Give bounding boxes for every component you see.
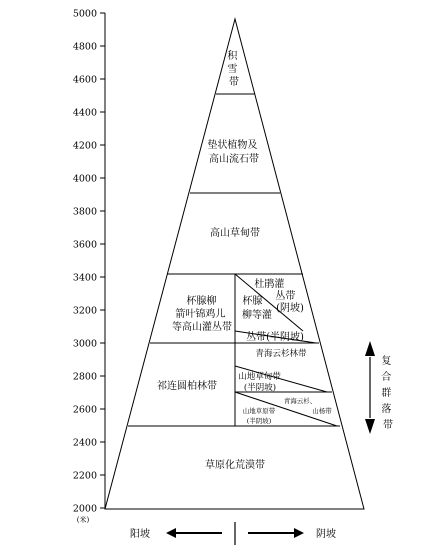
- axis-tick-label: 2800: [72, 371, 97, 383]
- shady-slope-label: 阴坡: [316, 529, 336, 540]
- axis-tick-label: 4200: [72, 140, 97, 152]
- axis-tick-label: 2600: [72, 404, 97, 416]
- triangle-outline: [105, 19, 364, 509]
- bracket-label: 复 合 群 落 带: [381, 356, 393, 431]
- complex-community-bracket: [365, 341, 395, 434]
- zone-mountain-grassland: 山地草原带 (半阴坡): [242, 407, 276, 425]
- axis-tick-label: 4600: [72, 74, 97, 86]
- axis-tick-label: 4000: [72, 173, 97, 185]
- axis-ticks: [73, 9, 105, 515]
- axis-tick-label: 2000: [72, 503, 97, 515]
- zone-cushion-scree: 垫状植物及 高山流石带: [207, 140, 259, 165]
- axis-tick-label: 2200: [72, 470, 97, 482]
- axis-tick-label: 2400: [72, 437, 97, 449]
- elevation-axis: [73, 9, 105, 525]
- zone-rhododendron-shady: 杜鹃灌 丛带 (阴坡): [254, 279, 304, 314]
- axis-tick-label: 3800: [72, 206, 97, 218]
- zone-boundaries: [105, 19, 364, 509]
- zone-qilian-juniper: 祁连圆柏林带: [157, 381, 217, 392]
- axis-unit: (米): [76, 516, 90, 524]
- bracket-arrow-down-icon: [365, 419, 375, 434]
- zone-alpine-willow-shrub: 杯腺柳 箭叶锦鸡儿 等高山灌丛带: [172, 296, 232, 333]
- zone-willow-shrub: 杯腺 柳等灌: [242, 296, 272, 321]
- zone-labels: [157, 49, 332, 471]
- axis-tick-label: 3600: [72, 239, 97, 251]
- axis-tick-label: 3200: [72, 305, 97, 317]
- axis-tick-label: 4400: [72, 107, 97, 119]
- sunny-slope-label: 阳坡: [130, 529, 150, 540]
- slope-aspect-legend: [130, 522, 336, 545]
- zone-mountain-meadow: 山地草甸带 (半阴坡): [238, 372, 281, 393]
- axis-tick-label: 3400: [72, 272, 97, 284]
- axis-tick-label: 5000: [72, 8, 97, 20]
- zone-alpine-meadow: 高山草甸带: [210, 228, 260, 239]
- axis-tick-label: 3000: [72, 338, 97, 350]
- bracket-arrow-up-icon: [365, 341, 375, 356]
- axis-tick-label: 4800: [72, 41, 97, 53]
- zone-qinghai-spruce: 青海云杉林带: [255, 349, 307, 359]
- zone-shrub-semi-shady: 丛带(半阴坡): [246, 332, 304, 343]
- zone-steppe-desert: 草原化荒漠带: [205, 460, 265, 471]
- zone-spruce-aspen: 青海云杉、 山杨带: [283, 397, 332, 415]
- zone-snow: 积 雪 带: [227, 51, 239, 88]
